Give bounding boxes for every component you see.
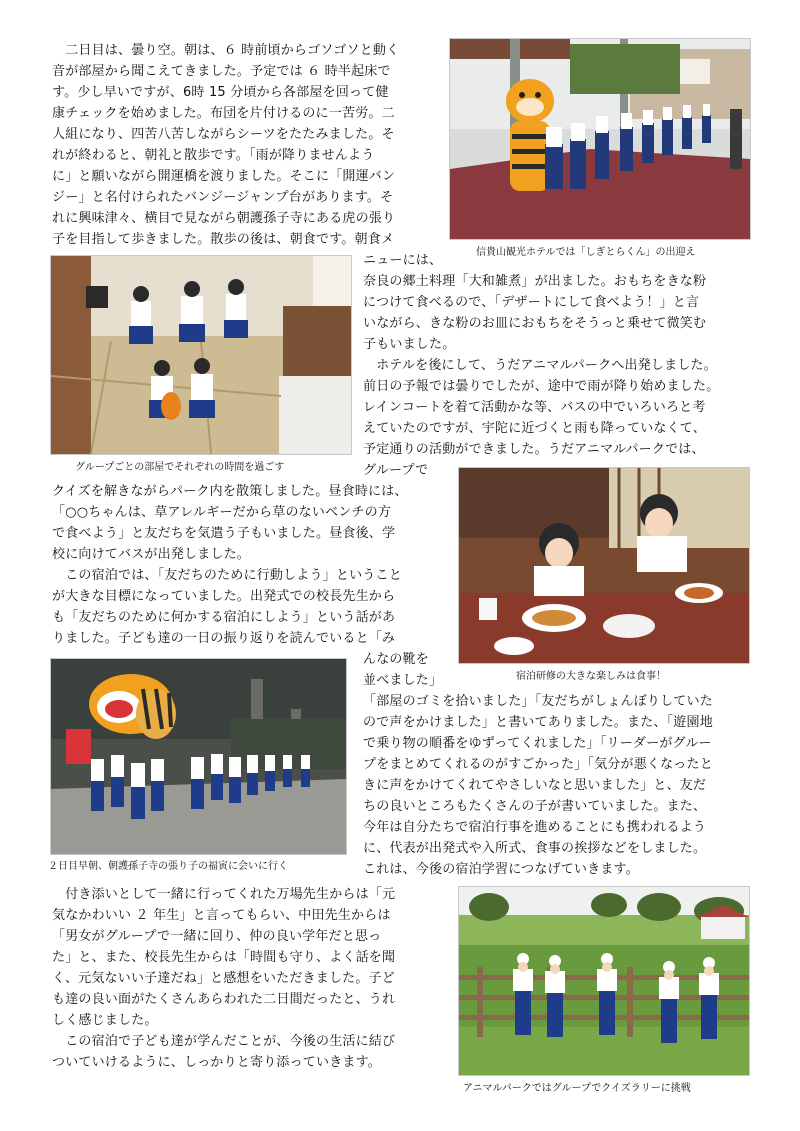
text-line: ので声をかけました」と書いてありました。また、「遊園地: [363, 715, 713, 730]
text-line: 人組になり、四苦八苦しながらシーツをたたみました。そ: [52, 127, 395, 142]
text-line: んなの靴を: [363, 652, 430, 667]
animal-park-caption: アニマルパークではグループでクイズラリーに挑戦: [463, 1083, 691, 1094]
text-line: 康チェックを始めました。布団を片付けるのに一苦労。二: [52, 106, 395, 121]
text-line: れが終わると、朝礼と散歩です。「雨が降りませんよう: [52, 148, 375, 163]
text-line: 今年は自分たちで宿泊行事を進めることにも携われるよう: [363, 820, 707, 835]
text-line: 二日目は、曇り空。朝は、６ 時前頃からゴソゴソと動く: [52, 43, 400, 58]
text-line: につけて食べるので、「デザートにして食べよう！」と言: [363, 295, 700, 310]
text-line: 校に向けてバスが出発しました。: [52, 547, 251, 562]
group-room-caption: グループごとの部屋でそれぞれの時間を過ごす: [75, 462, 285, 473]
text-line: に、代表が出発式や入所式、食事の挨拶などをしました。: [363, 841, 707, 856]
text-line: 並べました」: [363, 673, 443, 688]
text-line: も達の良い面がたくさんあらわれた二日間だったと、うれ: [52, 992, 396, 1007]
text-line: レインコートを着て活動かな等、バスの中でいろいろと考: [363, 400, 706, 415]
text-line: で食べよう」と友だちを気遣う子もいました。昼食後、学: [52, 526, 396, 541]
text-line: に」と願いながら開運橋を渡りました。そこに「開運バン: [52, 169, 396, 184]
text-line: れに興味津々、横目で見ながら朝護孫子寺にある虎の張り: [52, 211, 396, 226]
text-line: 音が部屋から聞こえてきました。予定では ６ 時半起床で: [52, 64, 391, 79]
group-room-photo: [50, 255, 352, 455]
meal-photo: [458, 467, 750, 664]
text-line: 「部屋のゴミを拾いました」「友だちがしょんぼりしていた: [363, 694, 713, 709]
text-line: ジー」と名付けられたバンジージャンプ台があります。そ: [52, 190, 394, 205]
text-line: 気なかわいい ２ 年生」と言ってもらい、中田先生からは: [52, 908, 391, 923]
text-line: ついていけるように、しっかりと寄り添っていきます。: [52, 1055, 381, 1070]
text-line: す。少し早いですが、6時 15 分頃から各部屋を回って健: [52, 85, 389, 100]
text-line: しく感じました。: [52, 1013, 158, 1028]
paragraph-teachers: [52, 884, 395, 1073]
text-line: 子を目指して歩きました。散歩の後は、朝食です。朝食メ: [52, 232, 395, 247]
text-line: 予定通りの活動ができました。うだアニマルパークでは、: [363, 442, 705, 457]
animal-park-photo: [458, 886, 750, 1076]
paragraph-lunch-goal: [52, 481, 408, 649]
hotel-welcome-caption: 信貴山観光ホテルでは「しぎとらくん」の出迎え: [476, 247, 696, 258]
text-line: これは、今後の宿泊学習につなげていきます。: [363, 862, 639, 877]
text-line: が大きな目標になっていました。出発式での校長先生から: [52, 589, 396, 604]
text-line: ちの良いところもたくさんの子が書いていました。また、: [363, 799, 707, 814]
text-line: く、元気ないい子達だね」と感想をいただきました。子ど: [52, 971, 395, 986]
text-line: クイズを解きながらパーク内を散策しました。昼食時には、: [52, 484, 408, 499]
text-line: プをまとめてくれるのがすごかった」「気分が悪くなったと: [363, 757, 713, 772]
text-line: きに声をかけてくれてやさしいなと思いました」と、友だ: [363, 778, 707, 793]
paragraph-morning: [52, 40, 399, 250]
text-line: この宿泊で子ども達が学んだことが、今後の生活に結び: [52, 1034, 396, 1049]
paragraph-shoes: [363, 649, 442, 691]
text-line: この宿泊では、「友だちのために行動しよう」ということ: [52, 568, 402, 583]
text-line: 付き添いとして一緒に行ってくれた万場先生からは「元: [52, 887, 396, 902]
text-line: 奈良の郷土料理「大和雑煮」が出ました。おもちをきな粉: [363, 274, 707, 289]
text-line: た」と、また、校長先生からは「時間も守り、よく話を聞: [52, 950, 396, 965]
text-line: 子もいました。: [363, 337, 456, 352]
text-line: ホテルを後にして、うだアニマルパークへ出発しました。: [363, 358, 717, 373]
text-line: 「○○ちゃんは、草アレルギーだから草のないベンチの方: [52, 505, 392, 520]
text-line: りました。子ども達の一日の振り返りを読んでいると「み: [52, 631, 396, 646]
meal-caption: 宿泊研修の大きな楽しみは食事！: [516, 671, 666, 682]
text-line: えていたのですが、宇陀に近づくと雨も降っていなくて、: [363, 421, 706, 436]
text-line: 「男女がグループで一緒に回り、仲の良い学年だと思っ: [52, 929, 382, 944]
text-line: 前日の予報では曇りでしたが、途中で雨が降り始めました。: [363, 379, 720, 394]
text-line: も「友だちのために何かする宿泊にしよう」という話があ: [52, 610, 396, 625]
tiger-photo: [50, 658, 347, 855]
text-line: グループで: [363, 463, 429, 478]
text-line: いながら、きな粉のお皿におもちをそうっと乗せて微笑む: [363, 316, 707, 331]
paragraph-breakfast-park: [363, 250, 719, 481]
tiger-caption: ２日目早朝、朝護孫子寺の張り子の福寅に会いに行く: [48, 861, 288, 872]
text-line: で乗り物の順番をゆずってくれました」「リーダーがグルー: [363, 736, 712, 751]
hotel-welcome-photo: [449, 38, 751, 240]
text-line: ニューには、: [363, 253, 443, 268]
paragraph-reflections: [363, 691, 713, 880]
